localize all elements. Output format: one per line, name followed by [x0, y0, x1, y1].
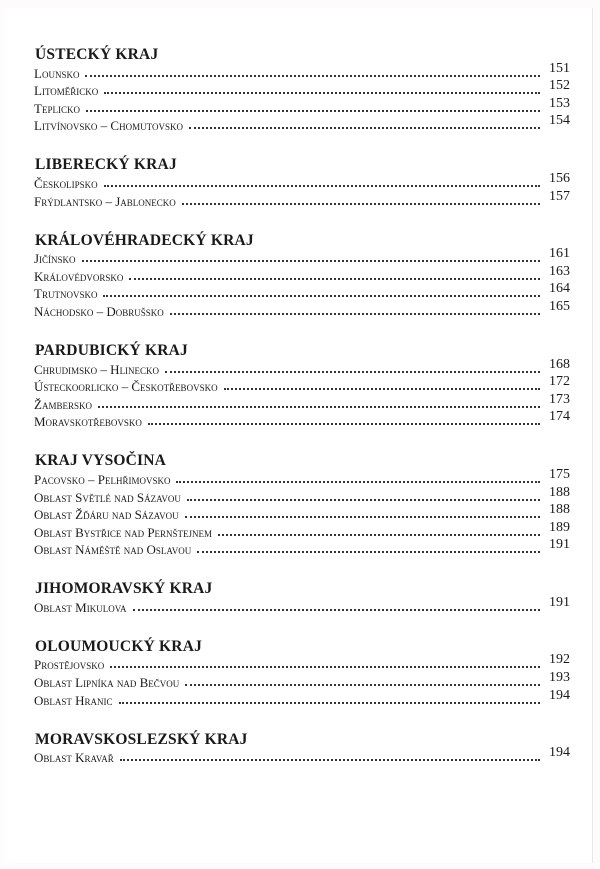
entry-label: Českolipsko: [34, 175, 98, 191]
entry-page-number: 152: [549, 78, 570, 94]
entry-label: Oblast Bystřice nad Pernštejnem: [34, 524, 213, 540]
toc-section: [34, 46, 570, 134]
section-heading: KRAJ VYSOČINA: [35, 452, 167, 470]
entry-page-number: 191: [549, 594, 570, 610]
entry-page-number: 192: [549, 652, 570, 668]
section-heading: MORAVSKOSLEZSKÝ KRAJ: [35, 730, 248, 748]
table-of-contents: [34, 46, 570, 788]
entry-page-number: 194: [549, 745, 570, 761]
section-heading: PARDUBICKÝ KRAJ: [35, 341, 188, 359]
dot-leader: [104, 92, 540, 94]
dot-leader: [103, 295, 540, 297]
dot-leader: [170, 313, 540, 315]
entry-page-number: 174: [549, 409, 570, 425]
dot-leader: [86, 110, 540, 112]
dot-leader: [185, 516, 540, 518]
entry-page-number: 193: [549, 670, 570, 686]
entry-page-number: 151: [549, 60, 570, 76]
toc-entry[interactable]: [34, 652, 570, 674]
dot-leader: [104, 185, 540, 187]
entry-label: Oblast Lipníka nad Bečvou: [34, 675, 180, 691]
entry-label: Pacovsko – Pelhřimovsko: [34, 471, 171, 487]
entry-label: Trutnovsko: [34, 286, 98, 302]
entry-label: Jičínsko: [34, 251, 76, 267]
entry-page-number: 161: [549, 246, 570, 262]
entry-label: Oblast Mikulova: [34, 599, 127, 615]
entry-page-number: 188: [549, 502, 570, 518]
entry-label: Královédvorsko: [34, 268, 124, 284]
section-heading: KRÁLOVÉHRADECKÝ KRAJ: [35, 231, 254, 249]
dot-leader: [129, 278, 540, 280]
toc-entry[interactable]: [34, 391, 570, 413]
entry-page-number: 191: [549, 537, 570, 553]
toc-section: [34, 156, 570, 209]
dot-leader: [110, 666, 540, 668]
section-heading: LIBERECKÝ KRAJ: [35, 156, 177, 174]
entry-label: Oblast Náměště nad Oslavou: [34, 542, 192, 558]
toc-entry[interactable]: [34, 519, 570, 541]
entry-label: Oblast Žďáru nad Sázavou: [34, 507, 179, 523]
entry-label: Oblast Světlé nad Sázavou: [34, 489, 181, 505]
toc-entry[interactable]: [34, 298, 570, 320]
entry-page-number: 189: [549, 519, 570, 535]
toc-section: [34, 580, 570, 616]
entry-page-number: 168: [549, 356, 570, 372]
entry-label: Frýdlantsko – Jablonecko: [34, 193, 176, 209]
toc-entry[interactable]: [34, 60, 570, 82]
entry-page-number: 153: [549, 95, 570, 111]
toc-entry[interactable]: [34, 170, 570, 192]
dot-leader: [148, 423, 540, 425]
entry-page-number: 172: [549, 374, 570, 390]
toc-entry[interactable]: [34, 263, 570, 285]
toc-section: [34, 342, 570, 430]
toc-entry[interactable]: [34, 113, 570, 135]
toc-entry[interactable]: [34, 745, 570, 767]
toc-entry[interactable]: [34, 687, 570, 709]
section-heading: ÚSTECKÝ KRAJ: [35, 46, 159, 63]
entry-label: Prostějovsko: [34, 657, 105, 673]
dot-leader: [98, 406, 540, 408]
entry-page-number: 154: [549, 113, 570, 129]
entry-label: Litoměřicko: [34, 83, 99, 99]
toc-entry[interactable]: [34, 484, 570, 506]
dot-leader: [120, 759, 540, 761]
entry-page-number: 175: [549, 466, 570, 482]
entry-page-number: 194: [549, 687, 570, 703]
dot-leader: [224, 388, 540, 390]
section-heading: OLOUMOUCKÝ KRAJ: [35, 637, 203, 655]
entry-page-number: 164: [549, 281, 570, 297]
dot-leader: [185, 684, 540, 686]
entry-label: Chrudimsko – Hlinecko: [34, 361, 160, 377]
entry-label: Oblast Hranic: [34, 692, 113, 708]
dot-leader: [187, 499, 540, 501]
entry-page-number: 173: [549, 391, 570, 407]
toc-entry[interactable]: [34, 670, 570, 691]
dot-leader: [165, 371, 540, 373]
dot-leader: [218, 534, 540, 536]
toc-entry[interactable]: [34, 188, 570, 210]
toc-entry[interactable]: [34, 374, 570, 396]
toc-section: [34, 452, 570, 558]
toc-entry[interactable]: [34, 356, 570, 378]
toc-section: [34, 731, 570, 767]
dot-leader: [133, 609, 540, 611]
toc-entry[interactable]: [34, 594, 570, 616]
entry-label: Moravskotřebovsko: [34, 414, 142, 430]
entry-label: Žambersko: [34, 396, 92, 412]
entry-label: Oblast Kravař: [34, 750, 114, 766]
entry-label: Náchodsko – Dobrušsko: [34, 303, 164, 319]
toc-entry[interactable]: [34, 281, 570, 303]
toc-entry[interactable]: [34, 95, 570, 117]
entry-page-number: 165: [549, 298, 570, 314]
entry-label: Lounsko: [34, 65, 80, 81]
entry-label: Litvínovsko – Chomutovsko: [34, 118, 183, 134]
dot-leader: [119, 702, 540, 704]
entry-page-number: 156: [549, 170, 570, 186]
entry-label: Teplicko: [34, 100, 80, 116]
entry-label: Ústeckoorlicko – Českotřebovsko: [34, 379, 218, 395]
dot-leader: [82, 260, 540, 262]
dot-leader: [176, 481, 540, 483]
toc-entry[interactable]: [34, 78, 570, 100]
toc-entry[interactable]: [34, 246, 570, 268]
toc-entry[interactable]: [34, 409, 570, 431]
dot-leader: [182, 203, 540, 205]
toc-entry[interactable]: [34, 537, 570, 559]
dot-leader: [85, 75, 540, 77]
toc-section: [34, 638, 570, 709]
toc-entry[interactable]: [34, 466, 570, 488]
toc-section: [34, 232, 570, 320]
entry-page-number: 157: [549, 188, 570, 204]
entry-page-number: 188: [549, 484, 570, 500]
section-heading: JIHOMORAVSKÝ KRAJ: [35, 580, 213, 598]
dot-leader: [197, 551, 540, 553]
dot-leader: [189, 127, 540, 129]
toc-entry[interactable]: [34, 502, 570, 524]
document-page: [4, 8, 593, 863]
entry-page-number: 163: [549, 263, 570, 279]
